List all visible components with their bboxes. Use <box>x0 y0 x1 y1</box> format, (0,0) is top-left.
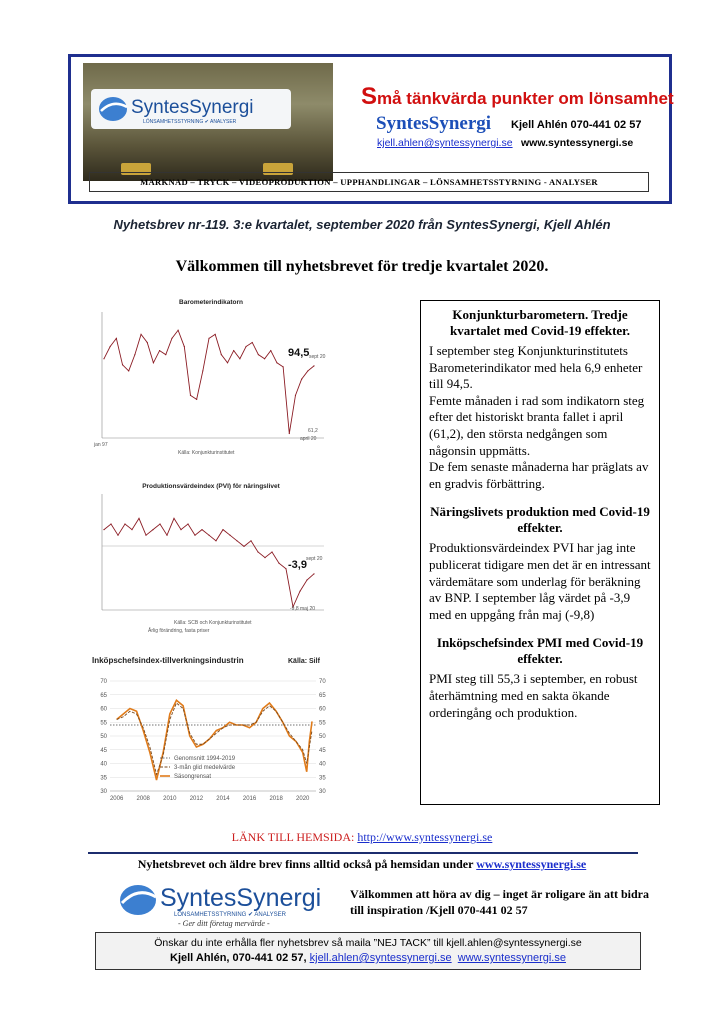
chart1-point <box>252 342 253 343</box>
chart1-point <box>140 334 141 335</box>
chart1-axes <box>102 312 324 438</box>
chart1-point <box>171 338 172 339</box>
footer-contact: Kjell Ahlén, 070-441 02 57, kjell.ahlen@syntessynergi.se www.syntessynergi.se <box>170 952 566 964</box>
chart2-point <box>166 535 167 536</box>
chart2-point <box>264 557 265 558</box>
y-tick-left: 45 <box>100 747 107 754</box>
chart1-point <box>153 362 154 363</box>
y-tick-left: 40 <box>100 761 107 768</box>
chart1-point <box>264 358 265 359</box>
y-tick-right: 65 <box>319 692 326 699</box>
chart1-title: Barometerindikatorn <box>179 299 243 306</box>
y-tick-right: 70 <box>319 679 326 685</box>
chart1-point <box>301 378 302 379</box>
chart2-point <box>271 551 272 552</box>
chart2-point <box>124 523 125 524</box>
svg-text:SyntesSynergi: SyntesSynergi <box>160 884 322 912</box>
paragraph-pmi: PMI steg till 55,3 i september, en robust återhämtning med en sakta ökande orderingång och produktion. <box>429 671 638 720</box>
legend-glid: 3-mån glid medelvärde <box>174 765 236 771</box>
chart1-point <box>159 350 160 351</box>
chart1-point <box>178 330 179 331</box>
pmi-chart <box>88 653 334 811</box>
chart1-point <box>122 364 123 365</box>
chart2-point <box>145 535 146 536</box>
chart2-point <box>180 529 181 530</box>
chart1-point <box>239 358 240 359</box>
chart1-point <box>270 350 271 351</box>
homepage-link[interactable]: http://www.syntessynergi.se <box>357 830 493 844</box>
banner-email-link[interactable]: kjell.ahlen@syntessynergi.se <box>377 137 513 149</box>
y-tick-right: 50 <box>319 734 326 740</box>
x-tick-label: 2014 <box>216 796 230 802</box>
logo-plate <box>91 89 291 129</box>
footer-web-link[interactable]: www.syntessynergi.se <box>457 952 566 964</box>
services-bar: MARKNAD – TRYCK – VIDEOPRODUKTION – UPPHANDLINGAR – LÖNSAMHETSSTYRNING - ANALYSER <box>89 172 649 192</box>
chart1-point <box>258 354 259 355</box>
chart1-point <box>215 334 216 335</box>
footer-email-link[interactable]: kjell.ahlen@syntessynergi.se <box>309 952 452 964</box>
y-tick-right: 60 <box>319 706 326 713</box>
chart1-point <box>313 365 314 366</box>
footer-welcome: Välkommen att höra av dig – inget är roligare än att bidra till inspiration /Kjell 070-441 02 57 <box>350 887 649 917</box>
chart2-point <box>236 540 237 541</box>
chart2-point <box>278 563 279 564</box>
chart2-annotation-sub: sept 20 <box>306 556 323 562</box>
chart1-x-start: jan 97 <box>94 442 108 448</box>
syntessynergi-logo <box>91 89 291 129</box>
chart2-point <box>187 523 188 524</box>
chart2-annotation: -3,9 <box>288 559 307 571</box>
y-tick-right: 35 <box>319 775 326 782</box>
svg-text:LÖNSAMHETSSTYRNING ✔ ANALYSER: LÖNSAMHETSSTYRNING ✔ ANALYSER <box>143 119 237 125</box>
chart2-series <box>103 518 314 608</box>
y-tick-right: 55 <box>319 720 326 727</box>
chart1-point <box>289 433 290 434</box>
svg-text:- Ger ditt företag mervärde -: - Ger ditt företag mervärde - <box>178 919 270 928</box>
header-photo <box>83 63 333 181</box>
y-tick-left: 35 <box>100 775 107 782</box>
chart1-low-label: 61,2 <box>308 428 318 434</box>
chart2-point <box>306 579 307 580</box>
chart1-low-sub: april 20 <box>300 436 317 442</box>
chart2-point <box>299 591 300 592</box>
barometer-chart <box>88 296 334 462</box>
chart1-point <box>147 342 148 343</box>
chart1-point <box>208 338 209 339</box>
y-tick-left: 60 <box>100 706 107 713</box>
svg-text:LÖNSAMHETSSTYRNING ✔ ANALYSER: LÖNSAMHETSSTYRNING ✔ ANALYSER <box>174 912 286 918</box>
chart2-title: Produktionsvärdeindex (PVI) för näringslivet <box>142 483 280 490</box>
chart2-point <box>117 535 118 536</box>
y-tick-left: 50 <box>100 734 107 740</box>
chart2-point <box>208 535 209 536</box>
chart3-legend <box>160 756 236 780</box>
chart2-point <box>313 573 314 574</box>
chart1-point <box>110 346 111 347</box>
footer-logo <box>112 876 332 936</box>
chart3-title: Inköpschefsindex-tillverkningsindustrin <box>92 656 244 665</box>
chart2-source: Källa: SCB och Konjunkturinstitutet <box>174 620 252 626</box>
homepage-link-line: LÄNK TILL HEMSIDA: http://www.syntessynergi.se <box>231 830 493 844</box>
chart1-annotation-sub: sept 20 <box>309 354 326 360</box>
chart2-line <box>104 518 314 606</box>
chart1-point <box>233 350 234 351</box>
y-tick-right: 45 <box>319 747 326 754</box>
heading-konjunktur: Konjunkturbarometern. Tredje kvartalet med Covid-19 effekter. <box>449 307 631 338</box>
chart1-point <box>276 362 277 363</box>
y-tick-left: 30 <box>100 789 107 795</box>
chart2-point <box>250 540 251 541</box>
chart2-point <box>159 523 160 524</box>
chart2-point <box>131 529 132 530</box>
banner-contact: Kjell Ahlén 070-441 02 57 <box>511 119 642 131</box>
y-tick-left: 65 <box>100 692 107 699</box>
newsletter-id: Nyhetsbrev nr-119. 3:e kvartalet, september 2020 från SyntesSynergi, Kjell Ahlén <box>113 217 611 232</box>
x-tick-label: 2008 <box>136 796 150 802</box>
paragraph-konjunktur: I september steg Konjunkturinstitutets Barometerindikator med hela 6,9 enheter till 94,5. Femte månaden i rad som indikatorn steg efter det historiskt branta fallet i april (61,2), den största nedgången som någonsin uppmätts. De fem senaste månaderna har präglats av en gradvis förbättring. <box>429 343 649 491</box>
x-tick-label: 2016 <box>242 796 257 802</box>
x-tick-label: 2020 <box>296 796 310 802</box>
chart2-point <box>194 535 195 536</box>
chart1-line <box>104 330 314 433</box>
chart1-point <box>221 354 222 355</box>
x-tick-label: 2018 <box>269 796 283 802</box>
y-tick-right: 30 <box>319 789 326 795</box>
legend-sasong: Säsongrensat <box>174 774 212 780</box>
unsubscribe-text: Önskar du inte erhålla fler nyhetsbrev så maila ”NEJ TACK” till kjell.ahlen@syntessynergi.se <box>154 937 582 949</box>
banner-title: Små tänkvärda punkter om lönsamhet <box>361 83 674 110</box>
y-tick-right: 40 <box>319 761 326 768</box>
unsubscribe-box <box>95 932 641 970</box>
chart1-point <box>245 346 246 347</box>
chart3-source: Källa: Silf <box>288 658 320 665</box>
chart1-point <box>165 354 166 355</box>
chart1-point <box>116 338 117 339</box>
x-tick-label: 2010 <box>163 796 177 802</box>
paragraph-produktion: Produktionsvärdeindex PVI har jag inte publicerat tidigare men det är en intressant värdemätare som underlag för beräkning av BNP. I september låg värdet på -3,9 med en uppgång från maj (-9,8) <box>429 540 651 622</box>
chart2-point <box>215 540 216 541</box>
y-tick-left: 55 <box>100 720 107 727</box>
chart1-point <box>103 358 104 359</box>
x-tick-label: 2006 <box>109 796 124 802</box>
y-tick-left: 70 <box>100 679 107 685</box>
chart2-point <box>243 546 244 547</box>
chart2-point <box>201 529 202 530</box>
chart1-point <box>307 370 308 371</box>
chart1-point <box>283 366 284 367</box>
pvi-chart <box>88 480 334 640</box>
x-tick-label: 2012 <box>189 796 204 802</box>
svg-text:SyntesSynergi: SyntesSynergi <box>131 97 254 118</box>
chart2-point <box>110 523 111 524</box>
chart2-point <box>285 568 286 569</box>
chart1-source: Källa: Konjunkturinstitutet <box>178 450 235 456</box>
chart2-point <box>222 529 223 530</box>
banner-web: www.syntessynergi.se <box>521 137 634 149</box>
chart1-point <box>190 395 191 396</box>
older-letters-note: Nyhetsbrevet och äldre brev finns alltid också på hemsidan under www.syntessynergi.se <box>137 857 587 871</box>
chart1-point <box>134 354 135 355</box>
chart2-point <box>103 529 104 530</box>
heading-produktion: Näringslivets produktion med Covid-19 effekter. <box>430 504 650 536</box>
chart1-point <box>196 399 197 400</box>
chart2-point <box>138 518 139 519</box>
chart3-grid <box>100 679 326 802</box>
older-letters-link[interactable]: www.syntessynergi.se <box>476 857 587 871</box>
welcome-heading: Välkommen till nyhetsbrevet för tredje kvartalet 2020. <box>175 258 549 275</box>
chart2-point <box>152 529 153 530</box>
chart1-point <box>128 370 129 371</box>
chart1-point <box>184 346 185 347</box>
chart2-point <box>257 551 258 552</box>
header-banner <box>68 54 672 204</box>
banner-brand: SyntesSynergi <box>376 113 492 134</box>
chart1-series <box>103 330 314 434</box>
heading-pmi: Inköpschefsindex PMI med Covid-19 effekter. <box>436 635 644 667</box>
chart1-point <box>202 370 203 371</box>
article-column <box>420 300 660 805</box>
chart2-low-label: -9,8 maj 20 <box>290 606 316 612</box>
chart1-point <box>227 362 228 363</box>
chart2-point <box>173 518 174 519</box>
chart2-point <box>229 535 230 536</box>
legend-average: Genomsnitt 1994-2019 <box>174 756 236 762</box>
divider <box>88 852 638 854</box>
chart1-point <box>295 395 296 396</box>
chart2-footnote: Årlig förändring, fasta priser <box>148 628 210 634</box>
chart1-annotation: 94,5 <box>288 347 310 359</box>
